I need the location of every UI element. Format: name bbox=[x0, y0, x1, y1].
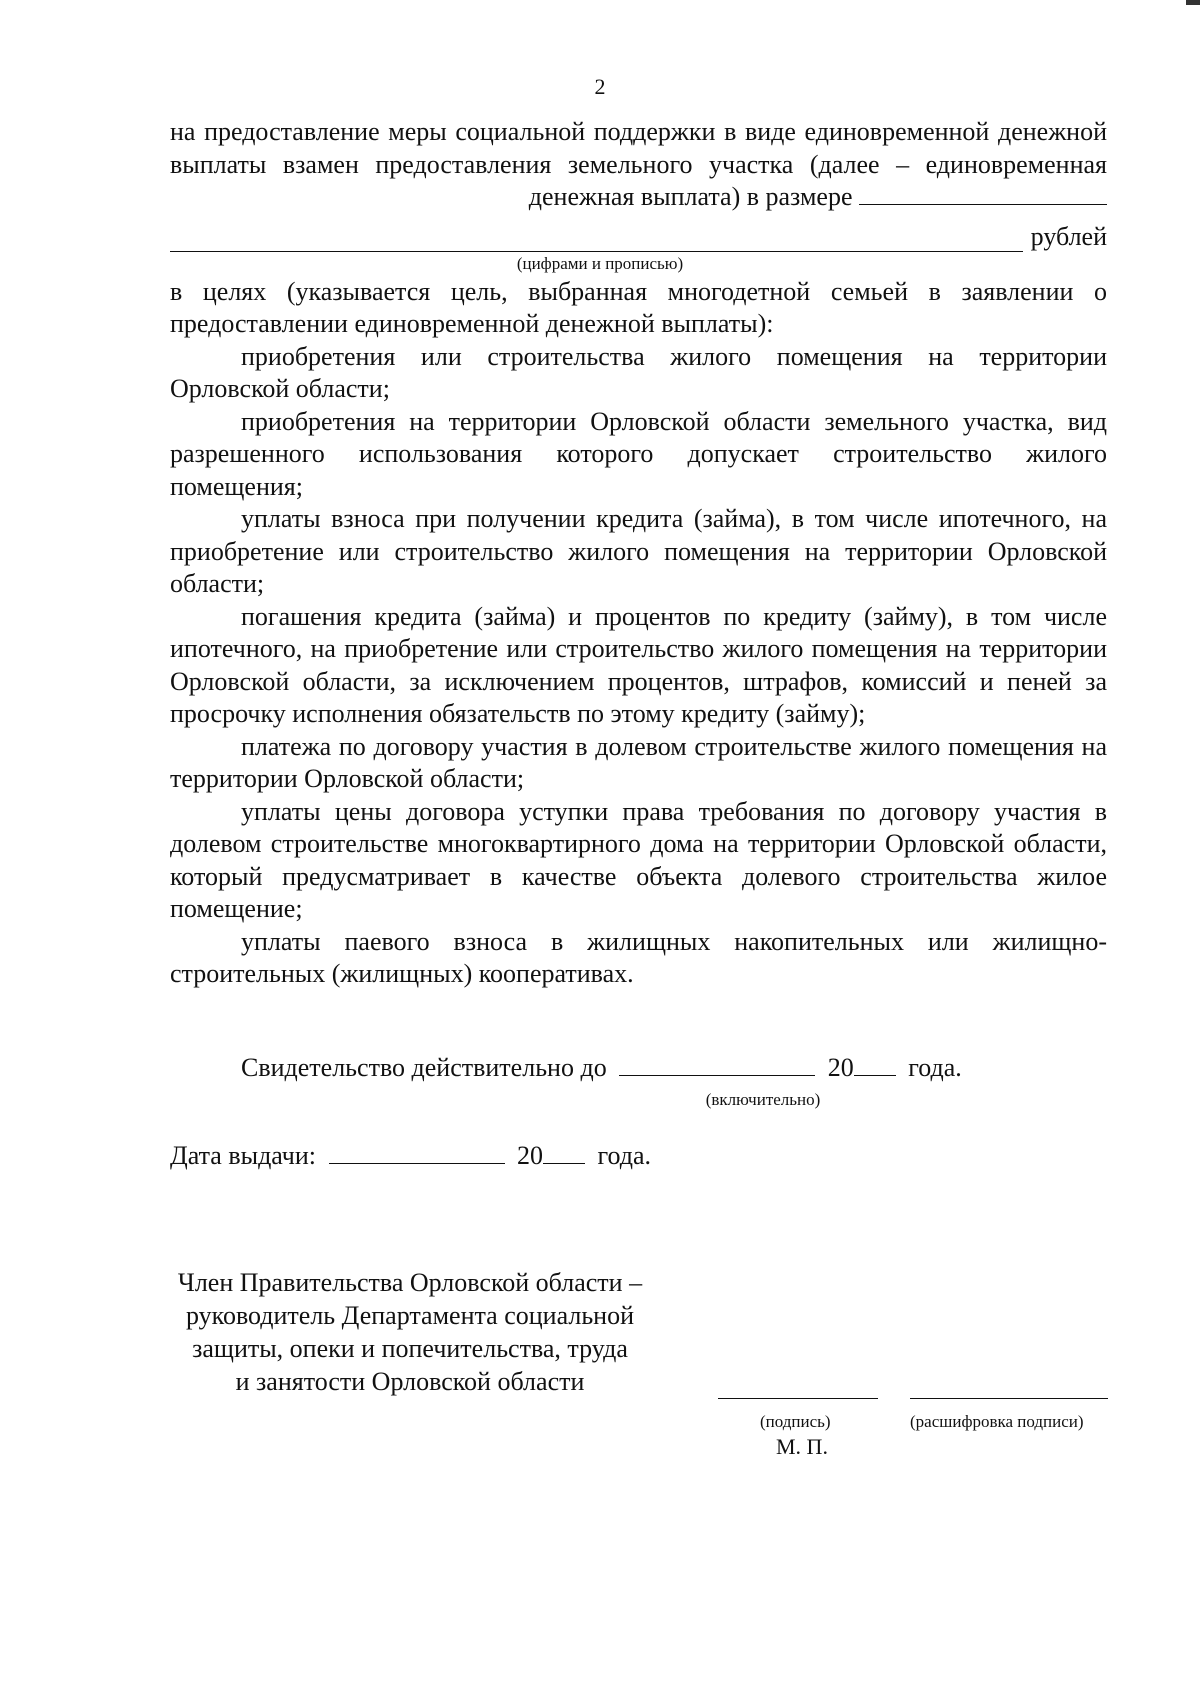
amount-line bbox=[170, 218, 1107, 252]
validity-year-prefix: 20 bbox=[827, 1053, 854, 1082]
validity-year-blank bbox=[854, 1053, 896, 1076]
scan-edge-mark bbox=[1186, 0, 1200, 5]
amount-blank-line-1 bbox=[859, 182, 1107, 205]
validity-caption: (включительно) bbox=[705, 1090, 821, 1109]
signer-title-line: защиты, опеки и попечительства, труда bbox=[192, 1334, 628, 1363]
signature-decode-caption: (расшифровка подписи) bbox=[910, 1412, 1084, 1431]
seal-place-label: М. П. bbox=[776, 1434, 828, 1459]
validity-year-suffix: года. bbox=[908, 1053, 962, 1082]
amount-unit: рублей bbox=[1030, 221, 1107, 251]
page-number: 2 bbox=[594, 74, 606, 99]
issue-date-blank bbox=[329, 1141, 505, 1164]
paragraph-purpose-intro: в целях (указывается цель, выбранная многодетной семьей в заявлении о предоставлении единовременной денежной выплаты): bbox=[170, 276, 1107, 338]
purpose-item-3: уплаты взноса при получении кредита (займа), в том числе ипотечного, на приобретение или строительство жилого помещения на территории Орловской области; bbox=[170, 504, 1107, 598]
signature-blank bbox=[718, 1398, 878, 1399]
validity-row bbox=[241, 1053, 962, 1083]
paragraph-intro: на предоставление меры социальной поддержки в виде единовременной денежной выплаты взамен предоставления земельного участка (далее – единовременная денежная выплата) в размере bbox=[170, 117, 1107, 211]
purpose-item-5: платежа по договору участия в долевом строительстве жилого помещения на территории Орловской области; bbox=[170, 731, 1107, 793]
validity-label: Свидетельство действительно до bbox=[241, 1053, 607, 1082]
signer-title bbox=[140, 1266, 680, 1398]
issue-year-prefix: 20 bbox=[517, 1141, 544, 1170]
signature-decode-blank bbox=[910, 1398, 1108, 1399]
purpose-item-7: уплаты паевого взноса в жилищных накопительных или жилищно-строительных (жилищных) кооперативах. bbox=[170, 926, 1107, 988]
signer-title-line: руководитель Департамента социальной bbox=[185, 1301, 635, 1330]
issue-date-row bbox=[170, 1141, 651, 1171]
issue-year-blank bbox=[543, 1141, 585, 1164]
amount-blank-line-2 bbox=[170, 225, 1023, 252]
purpose-item-4: погашения кредита (займа) и процентов по кредиту (займу), в том числе ипотечного, на приобретение или строительство жилого помещения на территории Орловской области, за исключением процентов, штрафов, комиссий и пеней за просрочку исполнения обязательств по этому кредиту (займу); bbox=[170, 601, 1107, 728]
issue-year-suffix: года. bbox=[597, 1141, 652, 1170]
signer-title-line: и занятости Орловской области bbox=[235, 1367, 585, 1396]
signer-title-line: Член Правительства Орловской области – bbox=[177, 1268, 643, 1297]
issue-date-label: Дата выдачи: bbox=[170, 1141, 317, 1170]
purpose-item-6: уплаты цены договора уступки права требования по договору участия в долевом строительстве многоквартирного дома на территории Орловской области, который предусматривает в качестве объекта долевого строительства жилое помещение; bbox=[170, 796, 1107, 923]
purpose-item-2: приобретения на территории Орловской области земельного участка, вид разрешенного использования которого допускает строительство жилого помещения; bbox=[170, 406, 1107, 501]
amount-caption: (цифрами и прописью) bbox=[516, 253, 684, 273]
body-text bbox=[170, 116, 1107, 991]
validity-date-blank bbox=[619, 1053, 815, 1076]
purpose-item-1: приобретения или строительства жилого помещения на территории Орловской области; bbox=[170, 341, 1107, 403]
signature-caption: (подпись) bbox=[760, 1412, 831, 1431]
